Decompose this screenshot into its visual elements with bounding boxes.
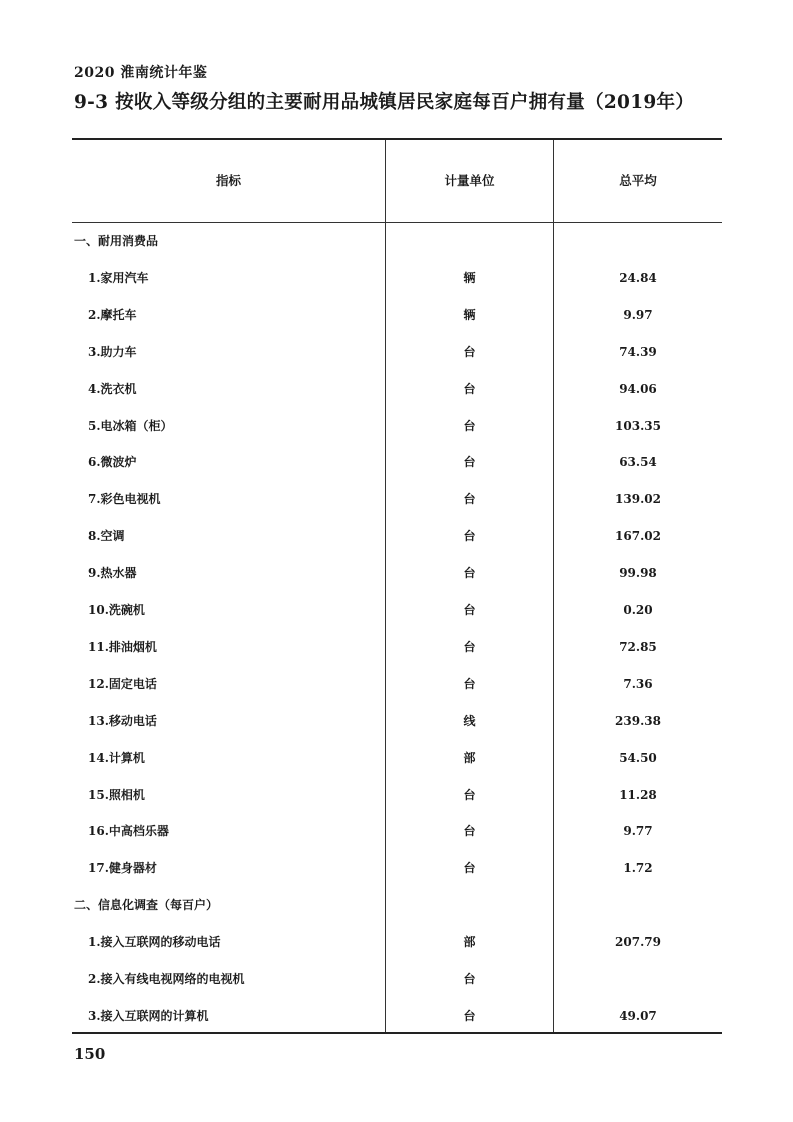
row-unit: 台	[463, 972, 476, 986]
row-indicator: 3.接入互联网的计算机	[88, 1008, 209, 1023]
table-row	[72, 481, 722, 518]
row-unit: 台	[463, 566, 476, 581]
row-unit: 台	[463, 639, 476, 654]
column-header-average: 总平均	[619, 173, 657, 188]
table-title: 9-3 按收入等级分组的主要耐用品城镇居民家庭每百户拥有量（2019年）	[74, 92, 695, 113]
yearbook-header: 2020 淮南统计年鉴	[74, 65, 208, 81]
row-unit: 台	[463, 824, 476, 839]
row-indicator: 2.摩托车	[88, 307, 137, 322]
row-value: 139.02	[615, 492, 661, 507]
row-value: 1.72	[623, 861, 653, 876]
row-unit: 台	[463, 861, 476, 876]
table-row	[72, 592, 722, 629]
row-unit: 台	[463, 676, 476, 691]
row-indicator: 5.电冰箱（柜）	[88, 418, 173, 433]
row-indicator: 2.接入有线电视网络的电视机	[88, 972, 245, 986]
table-row	[72, 334, 722, 371]
row-value: 7.36	[623, 676, 653, 691]
row-unit: 台	[463, 787, 476, 802]
row-indicator: 二、信息化调查（每百户）	[74, 898, 219, 913]
row-value: 72.85	[619, 639, 657, 654]
row-value: 94.06	[619, 381, 657, 396]
row-unit: 台	[463, 603, 476, 617]
row-indicator: 12.固定电话	[88, 676, 157, 691]
table-row	[72, 408, 722, 445]
row-value: 54.50	[619, 750, 657, 765]
row-value: 9.97	[623, 307, 653, 322]
column-header-indicator: 指标	[215, 173, 241, 188]
row-unit: 台	[463, 529, 476, 544]
row-value: 63.54	[619, 455, 657, 470]
row-unit: 台	[463, 381, 476, 396]
row-unit: 线	[463, 713, 476, 728]
table-row	[72, 297, 722, 334]
table-row	[72, 629, 722, 666]
row-indicator: 7.彩色电视机	[88, 492, 161, 507]
row-indicator: 9.热水器	[88, 566, 137, 581]
row-value: 9.77	[623, 824, 653, 839]
section-row	[72, 223, 722, 260]
row-indicator: 3.助力车	[88, 344, 137, 359]
row-indicator: 8.空调	[88, 529, 125, 544]
row-unit: 台	[463, 492, 476, 507]
row-indicator: 16.中高档乐器	[88, 824, 169, 839]
row-indicator: 1.接入互联网的移动电话	[88, 935, 221, 950]
table-row	[72, 703, 722, 740]
row-value: 207.79	[615, 935, 661, 950]
row-indicator: 17.健身器材	[88, 861, 157, 876]
row-indicator: 6.微波炉	[88, 455, 137, 470]
row-indicator: 10.洗碗机	[88, 603, 145, 617]
row-indicator: 15.照相机	[88, 787, 145, 802]
row-value: 24.84	[619, 270, 657, 285]
row-value: 167.02	[615, 529, 661, 544]
table-row	[72, 555, 722, 592]
section-row	[72, 887, 722, 924]
row-unit: 台	[463, 455, 476, 470]
table-row	[72, 998, 722, 1035]
page-number: 150	[74, 1045, 106, 1063]
row-value: 239.38	[615, 713, 661, 728]
row-indicator: 4.洗衣机	[88, 381, 137, 396]
table-row	[72, 777, 722, 814]
row-unit: 台	[463, 344, 476, 359]
row-value: 99.98	[619, 566, 657, 581]
row-indicator: 13.移动电话	[88, 713, 157, 728]
row-value: 49.07	[619, 1008, 657, 1023]
row-unit: 部	[463, 935, 476, 950]
row-value: 0.20	[623, 603, 653, 617]
table-row	[72, 850, 722, 887]
row-value: 74.39	[619, 344, 657, 359]
table-row	[72, 740, 722, 777]
row-indicator: 11.排油烟机	[88, 639, 157, 654]
row-unit: 部	[463, 750, 476, 765]
column-header-unit: 计量单位	[444, 173, 495, 188]
table-row	[72, 961, 722, 998]
row-indicator: 14.计算机	[88, 750, 145, 765]
table-row	[72, 444, 722, 481]
row-unit: 辆	[463, 270, 476, 285]
table-row	[72, 260, 722, 297]
row-value: 11.28	[619, 787, 657, 802]
row-indicator: 1.家用汽车	[88, 270, 149, 285]
row-unit: 台	[463, 418, 476, 433]
table-row	[72, 371, 722, 408]
row-indicator: 一、耐用消费品	[74, 234, 159, 248]
table-row	[72, 924, 722, 961]
table-row	[72, 666, 722, 703]
row-value: 103.35	[615, 418, 661, 433]
table-row	[72, 518, 722, 555]
row-unit: 台	[463, 1008, 476, 1023]
table-row	[72, 813, 722, 850]
row-unit: 辆	[463, 307, 476, 322]
